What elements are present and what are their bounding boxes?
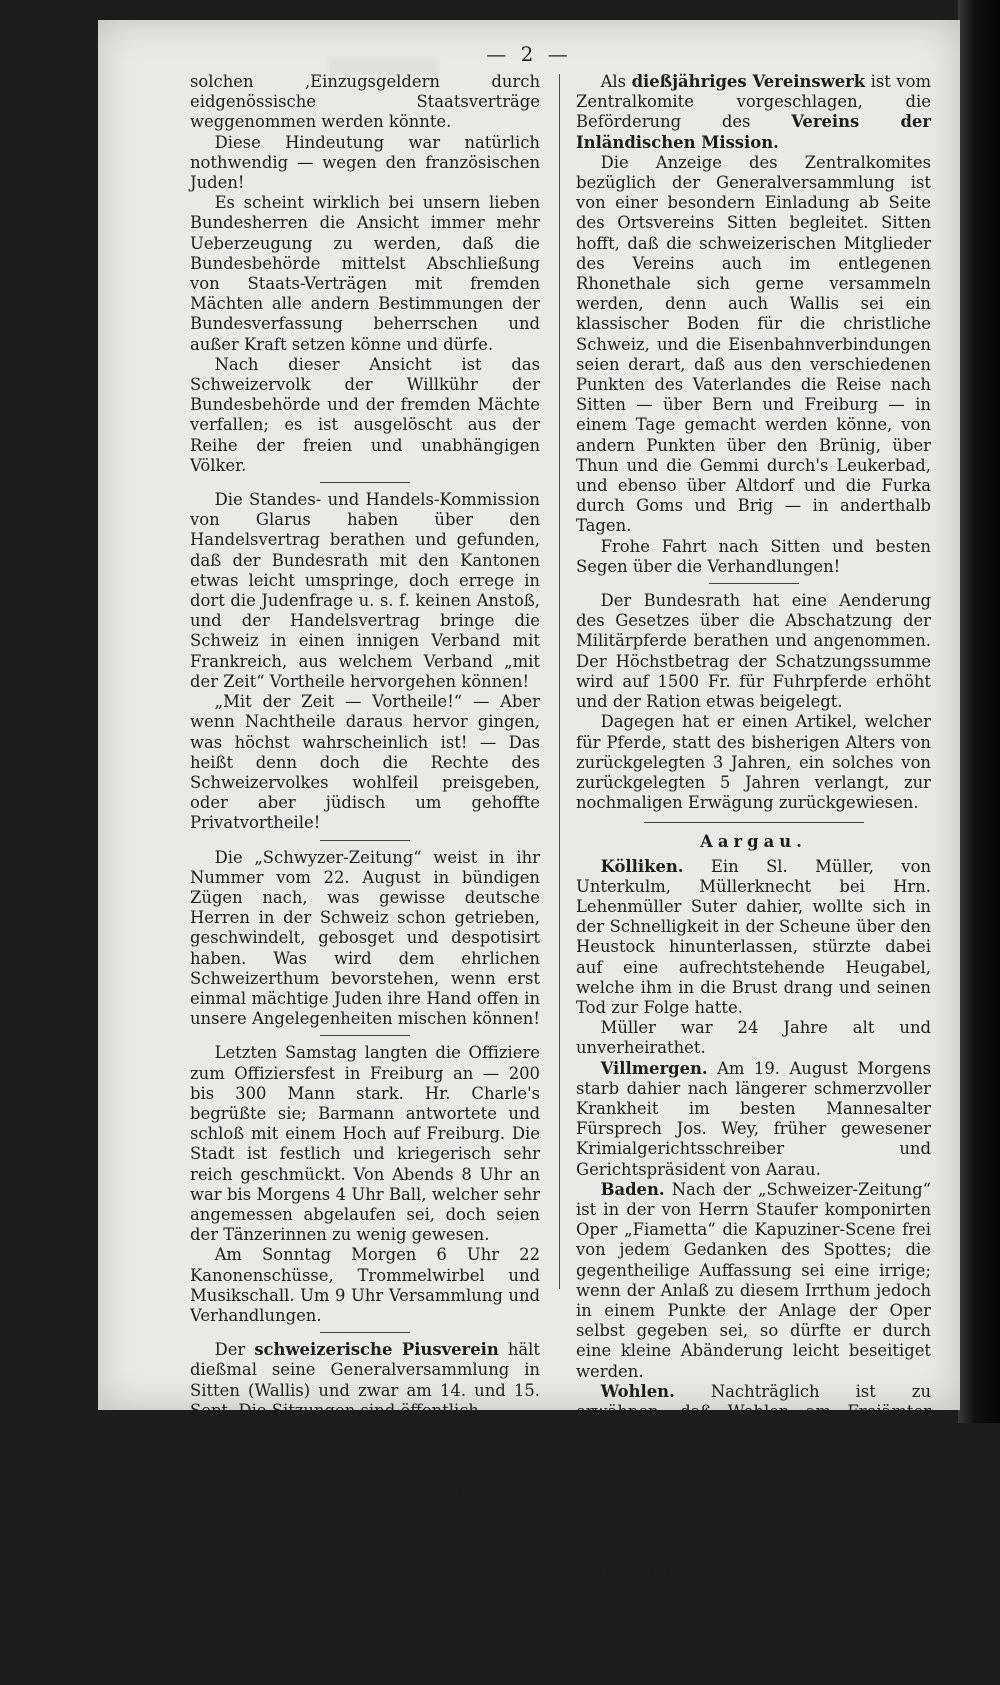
paragraph [190, 1340, 540, 1421]
paragraph [576, 1180, 931, 1382]
list-item [190, 1461, 540, 1522]
paragraph: Die „Schwyzer-Zeitung“ weist in ihr Nummer vom 22. August in bündigen Zügen nach, was gewisse deutsche Herren in der Schweiz schon getrieben, geschwindelt, gebosget und despotisirt haben. Was wird dem ehrlichen Schweizerthum bevorstehen, wenn erst einmal mächtige Juden ihre Hand offen in unsere Angelegenheiten mischen können! [190, 847, 540, 1029]
list-number: 3) [209, 1623, 226, 1643]
text: Nach der „Schweizer-Zeitung“ ist in der von Herrn Staufer komponirten Oper „Fiametta“ die Kapuziner-Scene frei von jedem Gedanken des Spottes; die gegentheilige Auffassung sei eine irrige; wenn der Anlaß zu diesem Irrthum jedoch in einem Punkte der Anlage der Oper selbst gegeben sei, so dürfte er durch eine kleine Abänderung leicht beseitiget werden. [576, 1179, 931, 1381]
paragraph: Müller war 24 Jahre alt und unverheirathet. [576, 1018, 931, 1058]
list-text: Welche Bedürfnisse machen sich bezüglich des Feldgottesdienstes bei der schweizerischen Armee fühlbar? [232, 1623, 540, 1683]
column-rule [559, 74, 560, 1289]
paragraph: Frohe Fahrt nach Sitten und besten Segen über die Verhandlungen! [576, 536, 931, 576]
left-column [190, 72, 540, 1684]
place-wohlen: Wohlen. [600, 1381, 675, 1401]
paragraph [576, 1059, 931, 1180]
list-text: Wie kann der Pius-Verein für die Einführung und Verwaltung der Sparkassen behülflich sein? [232, 1461, 540, 1521]
text-mid: ist vom Zentralkomite vorgeschlagen, die Beförderung des [576, 72, 931, 132]
paragraph: Letzten Samstag langten die Offiziere zum Offiziersfest in Freiburg an — 200 bis 300 Mann stark. Hr. Charle's begrüßte sie; Barmann antwortete und schloß mit einem Hoch auf Freiburg. Die Stadt ist festlich und kriegerisch sehr reich geschmückt. Von Abends 8 Uhr an war bis Morgens 4 Uhr Ball, welcher sehr angemessen abgelaufen sei, doch seien der Tänzerinnen zu wenig gewesen. [190, 1043, 540, 1245]
separator-rule [320, 482, 410, 483]
right-column [576, 72, 931, 1685]
paragraph [576, 1564, 931, 1685]
paragraph: Es scheint wirklich bei unsern lieben Bundesherren die Ansicht immer mehr Ueberzeugung zu werden, daß die Bundesbehörde mittelst Abschließung von Staats-Verträgen mit fremden Mächten alle andern Bestimmungen der Bundesverfassung beherrschen und außer Kraft setzen könne und dürfe. [190, 193, 540, 354]
keyword-piusverein: schweizerische Piusverein [254, 1340, 499, 1360]
text: Nachträglich ist zu erwähnen, daß Wohlen am Freiämter Gesangfest reichlich geschmückt, und die Theilnahme eine allgemeine und gemüthliche gewesen, ohne daß man eine politische Parteifärbung habe wahrnehmen können. Im Gesang selbst sollen sich die Chöre von Zürich und Rohrdorf hervorgethan haben. [576, 1381, 932, 1563]
text-lead: Der [214, 1340, 246, 1360]
newspaper-page [98, 20, 960, 1684]
keyword-vereinswerk: dießjähriges Vereinswerk [631, 72, 866, 91]
paragraph: Die Anzeige des Zentralkomites bezüglich der Generalversammlung ist von einer besondern Einladung ab Seite des Ortsvereins Sitten begleitet. Sitten hofft, daß die schweizerischen Mitglieder des Vereins auch im entlegenen Rhonethale sich gerne versammeln werden, denn auch Wallis sei ein klassischer Boden für die christliche Schweiz, und die Eisenbahnverbindungen seien derart, daß aus den verschiedenen Punkten des Vaterlandes die Reise nach Sitten — über Bern und Freiburg — in einem Tage gemacht werden könne, von andern Punkten über den Brünig, über Thun und die Gemmi durch's Leukerbad, und ebenso über Altdorf und die Furka durch Goms und Brig — in anderthalb Tagen. [576, 152, 931, 536]
paragraph [576, 72, 931, 153]
place-villmergen: Villmergen. [600, 1058, 708, 1078]
text: (Eingesandt.) Die Gemeinde Sulz hat längst beschlossen, eine neue Kirche zu bauen; die Sache geht jedoch langsam von Statten; man glaubt aber, es könnte flinker gehen, wenn unsere Herrscher [576, 1563, 931, 1684]
paragraph: Am Sonntag Morgen 6 Uhr 22 Kanonenschüsse, Trommelwirbel und Musikschall. Um 9 Uhr Versammlung und Verhandlungen. [190, 1245, 540, 1325]
paragraph: „Mit der Zeit — Vortheile!“ — Aber wenn Nachtheile daraus hervor gingen, was höchst wahrscheinlich ist! — Das heißt denn doch die Rechte des Schweizervolkes wohlfeil preisgeben, oder aber jüdisch um gehoffte Privatvortheile! [190, 692, 540, 833]
keyword-mission: Vereins der Inländischen Mission. [576, 112, 931, 152]
list-text: Welche Maßregeln sind nützlich und geeignet, um die Auswanderer gegen die in sittlicher und ökonomischer Beziehung sie bedrohenden Gefahren zu schützen? [232, 1522, 540, 1622]
separator-rule [644, 822, 864, 823]
paragraph: Nach dieser Ansicht ist das Schweizervolk der Willkühr der Bundesbehörde und der fremden Mächte verfallen; es ist ausgelöscht aus der Reihe der freien und unabhängigen Völker. [190, 354, 540, 475]
place-koelliken: Kölliken. [600, 856, 684, 876]
list-number: 2) [209, 1522, 226, 1542]
separator-rule [320, 1332, 410, 1333]
section-heading: Aargau. [700, 832, 807, 852]
list-number: 1) [209, 1461, 226, 1481]
place-frikthal: Frikthal. [600, 1563, 681, 1583]
text: Ein Sl. Müller, von Unterkulm, Müllerknecht bei Hrn. Lehenmüller Suter dahier, wollte sich in der Schnelligkeit in der Scheune über den Heustock hinunterlassen, stürzte dabei auf eine aufrechtstehende Heugabel, welche ihm in die Brust drang und seinen Tod zur Folge hatte. [576, 856, 931, 1017]
paragraph: Die Standes- und Handels-Kommission von Glarus haben über den Handelsvertrag berathen und gefunden, daß der Bundesrath mit den Kantonen etwas leicht umspringe, doch errege in dort die Judenfrage u. s. f. keinen Anstoß, und der Handelsvertrag bringe die Schweiz in einen innigen Verband mit Frankreich, aus welchem Verband „mit der Zeit“ Vortheile hervorgehen können! [190, 490, 540, 691]
place-baden: Baden. [600, 1179, 665, 1199]
page-number: — 2 — [486, 42, 572, 66]
separator-rule [320, 840, 410, 841]
paragraph: solchen ‚Einzugsgeldern durch eidgenössische Staatsverträge weggenommen werden könnte. [190, 72, 540, 132]
text-lead: Als [600, 72, 627, 91]
separator-rule [320, 1035, 410, 1036]
paragraph: Dagegen hat er einen Artikel, welcher für Pferde, statt des bisherigen Alters von zurückgelegten 3 Jahren, ein solches von zurückgelegten 5 Jahren verlangt, zur nochmaligen Erwägung zurückgewiesen. [576, 712, 931, 813]
paragraph: Als Vereinsfragen sind vom Zentralkomite aufgeworfen: [190, 1421, 540, 1461]
text: Am 19. August Morgens starb dahier nach längerer schmerzvoller Krankheit im besten Mannesalter Fürsprech Jos. Wey, früher gewesener Krimialgerichtsschreiber und Gerichtspräsident von Aarau. [576, 1058, 931, 1179]
list-item [190, 1623, 540, 1684]
list-item [190, 1522, 540, 1623]
separator-rule [709, 583, 799, 584]
paragraph: Diese Hindeutung war natürlich nothwendig — wegen den französischen Juden! [190, 132, 540, 193]
paragraph: Der Bundesrath hat eine Aenderung des Gesetzes über die Abschatzung der Militärpferde berathen und angenommen. Der Höchstbetrag der Schatzungssumme wird auf 1500 Fr. für Fuhrpferde erhöht und der Ration etwas beigelegt. [576, 591, 931, 712]
scanner-edge [958, 0, 1000, 1423]
paragraph [576, 1382, 931, 1564]
paragraph [576, 857, 931, 1019]
text-rest: hält dießmal seine Generalversammlung in Sitten (Wallis) und zwar am 14. und 15. Sept. Die Sitzungen sind öffentlich. [190, 1340, 540, 1420]
